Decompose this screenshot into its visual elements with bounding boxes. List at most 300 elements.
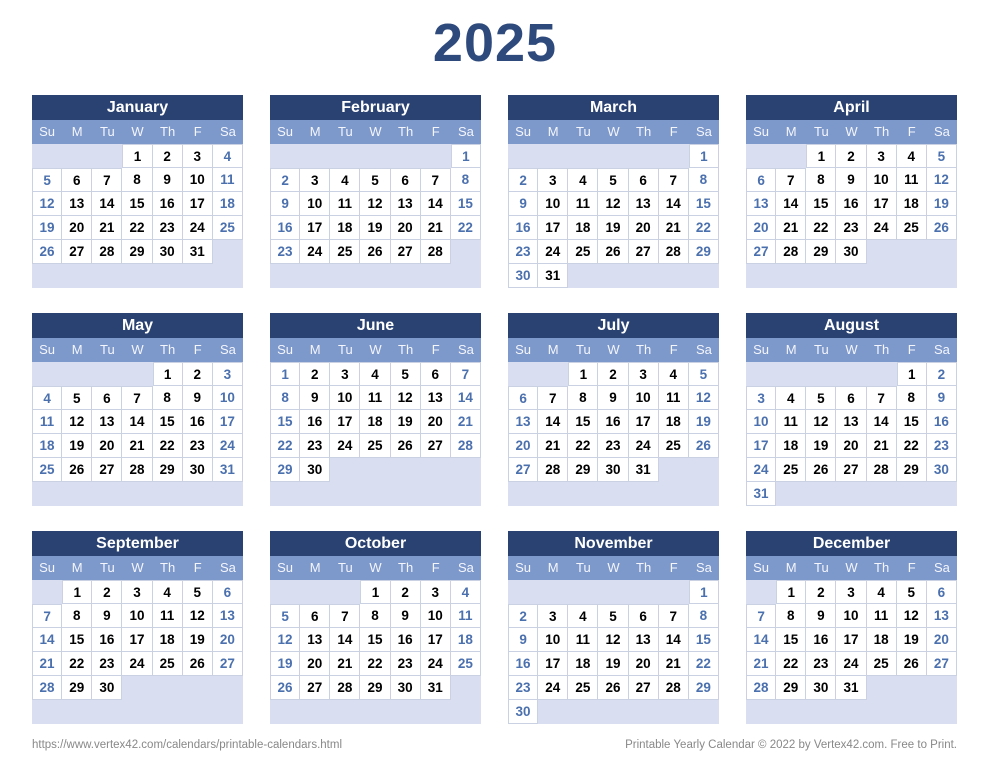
day-cell: 29 [270,458,300,482]
empty-cell [538,580,568,604]
weeks-grid [508,144,719,288]
day-cell: 31 [836,676,866,700]
dow-label: W [607,560,620,575]
empty-cell [360,144,390,168]
day-cell: 30 [508,264,538,288]
dow-label: Tu [814,124,829,139]
month-header [746,313,957,338]
day-cell: 29 [568,458,598,482]
empty-cell [32,482,62,506]
empty-cell [122,700,152,724]
empty-cell [300,700,330,724]
day-cell: 7 [659,604,689,628]
empty-cell [92,144,122,168]
day-cell: 25 [153,652,183,676]
empty-cell [629,144,659,168]
empty-cell [183,264,213,288]
day-cell: 13 [836,410,866,434]
dow-label: W [131,124,144,139]
empty-cell [568,580,598,604]
day-cell: 7 [659,168,689,192]
empty-cell [153,700,183,724]
dow-label: Tu [100,342,115,357]
dow-label: F [907,342,916,357]
dow-label: Su [39,560,56,575]
month-name: September [96,535,179,552]
day-cell: 10 [421,604,451,628]
empty-cell [538,700,568,724]
day-cell: 14 [538,410,568,434]
empty-cell [806,264,836,288]
dow-label: Th [874,124,890,139]
month-name: May [121,317,154,334]
empty-cell [451,700,481,724]
month-calendar [32,95,243,288]
day-cell: 13 [927,604,957,628]
day-cell: 11 [659,386,689,410]
empty-cell [689,458,719,482]
day-cell: 6 [300,604,330,628]
day-cell: 8 [806,168,836,192]
empty-cell [391,144,421,168]
empty-cell [568,700,598,724]
day-cell: 15 [897,410,927,434]
dow-label: Tu [576,560,591,575]
empty-cell [451,482,481,506]
day-cell: 12 [598,192,628,216]
dow-label: Su [277,124,294,139]
day-cell: 8 [270,386,300,410]
empty-cell [776,144,806,168]
day-cell: 16 [836,192,866,216]
weeks-grid [32,580,243,724]
day-cell: 21 [421,216,451,240]
dow-label: F [907,560,916,575]
dow-label: Sa [457,124,474,139]
day-cell: 1 [689,144,719,168]
empty-cell [927,240,957,264]
empty-cell [330,144,360,168]
empty-cell [746,362,776,386]
month-header [32,531,243,556]
empty-cell [927,482,957,506]
dow-label: Sa [457,560,474,575]
day-cell: 19 [598,216,628,240]
empty-cell [508,144,538,168]
day-cell: 21 [659,216,689,240]
day-cell: 6 [92,386,122,410]
day-cell: 13 [92,410,122,434]
day-cell: 8 [62,604,92,628]
day-of-week-row [270,338,481,362]
day-cell: 10 [836,604,866,628]
empty-cell [598,144,628,168]
empty-cell [836,264,866,288]
day-cell: 14 [746,628,776,652]
empty-cell [92,264,122,288]
day-cell: 6 [836,386,866,410]
day-cell: 21 [451,410,481,434]
month-header [32,95,243,120]
empty-cell [300,580,330,604]
empty-cell [32,700,62,724]
weeks-grid [270,144,481,288]
day-cell: 9 [153,168,183,192]
empty-cell [538,362,568,386]
day-cell: 27 [927,652,957,676]
dow-label: Su [39,342,56,357]
day-of-week-row [746,120,957,144]
day-cell: 13 [508,410,538,434]
month-header [32,313,243,338]
day-cell: 9 [508,192,538,216]
day-cell: 11 [568,192,598,216]
day-cell: 17 [538,216,568,240]
day-cell: 7 [330,604,360,628]
day-cell: 26 [806,458,836,482]
empty-cell [776,700,806,724]
dow-label: F [669,560,678,575]
month-name: November [574,535,653,552]
day-cell: 30 [391,676,421,700]
day-cell: 8 [897,386,927,410]
dow-label: M [309,124,321,139]
weeks-grid [270,362,481,506]
year-title: 2025 [432,13,558,73]
day-cell: 6 [927,580,957,604]
day-cell: 7 [122,386,152,410]
day-cell: 14 [330,628,360,652]
empty-cell [689,264,719,288]
dow-label: Su [39,124,56,139]
dow-label: Tu [814,342,829,357]
day-of-week-row [508,556,719,580]
day-cell: 1 [270,362,300,386]
empty-cell [508,482,538,506]
day-cell: 19 [360,216,390,240]
day-cell: 24 [122,652,152,676]
day-cell: 1 [776,580,806,604]
day-cell: 31 [183,240,213,264]
day-cell: 5 [270,604,300,628]
day-cell: 27 [508,458,538,482]
day-cell: 25 [330,240,360,264]
empty-cell [598,264,628,288]
day-cell: 6 [62,168,92,192]
day-cell: 17 [122,628,152,652]
empty-cell [927,264,957,288]
day-cell: 4 [867,580,897,604]
day-cell: 2 [92,580,122,604]
day-cell: 22 [897,434,927,458]
month-header [746,531,957,556]
day-cell: 17 [746,434,776,458]
day-cell: 9 [270,192,300,216]
empty-cell [836,700,866,724]
dow-label: W [845,124,858,139]
day-cell: 11 [776,410,806,434]
empty-cell [867,240,897,264]
day-cell: 15 [122,192,152,216]
day-cell: 28 [538,458,568,482]
day-cell: 13 [62,192,92,216]
empty-cell [62,482,92,506]
dow-label: W [131,560,144,575]
month-header [270,531,481,556]
day-cell: 25 [451,652,481,676]
day-cell: 26 [62,458,92,482]
day-cell: 29 [62,676,92,700]
month-name: June [356,317,395,334]
day-cell: 19 [62,434,92,458]
day-cell: 4 [897,144,927,168]
dow-label: Th [160,560,176,575]
day-cell: 25 [213,216,243,240]
month-name: March [589,99,638,116]
empty-cell [330,700,360,724]
day-cell: 18 [659,410,689,434]
months-grid [32,95,957,724]
day-of-week-row [270,556,481,580]
day-cell: 19 [598,652,628,676]
dow-label: Su [515,560,532,575]
dow-label: Th [160,124,176,139]
month-calendar [270,313,481,506]
dow-label: M [547,124,559,139]
dow-label: Th [874,560,890,575]
empty-cell [629,580,659,604]
dow-label: W [369,124,382,139]
empty-cell [538,144,568,168]
day-cell: 22 [689,652,719,676]
day-cell: 14 [659,192,689,216]
empty-cell [213,676,243,700]
day-cell: 28 [659,676,689,700]
day-cell: 7 [92,168,122,192]
day-cell: 6 [213,580,243,604]
day-cell: 12 [183,604,213,628]
dow-label: M [309,560,321,575]
day-cell: 21 [746,652,776,676]
day-cell: 20 [836,434,866,458]
dow-label: Th [874,342,890,357]
day-cell: 25 [360,434,390,458]
dow-label: Tu [576,124,591,139]
day-cell: 24 [183,216,213,240]
day-cell: 25 [568,676,598,700]
month-name: October [344,535,407,552]
day-cell: 4 [213,144,243,168]
day-cell: 8 [360,604,390,628]
day-cell: 23 [836,216,866,240]
day-cell: 2 [391,580,421,604]
day-cell: 12 [32,192,62,216]
day-cell: 3 [746,386,776,410]
dow-label: W [845,342,858,357]
empty-cell [330,458,360,482]
day-cell: 5 [360,168,390,192]
month-name: February [341,99,410,116]
day-cell: 5 [897,580,927,604]
empty-cell [659,700,689,724]
day-cell: 29 [897,458,927,482]
day-cell: 1 [689,580,719,604]
empty-cell [92,482,122,506]
day-cell: 3 [867,144,897,168]
day-cell: 20 [300,652,330,676]
day-cell: 20 [213,628,243,652]
day-cell: 26 [391,434,421,458]
day-cell: 12 [897,604,927,628]
day-cell: 28 [32,676,62,700]
day-cell: 23 [92,652,122,676]
day-cell: 22 [62,652,92,676]
empty-cell [62,700,92,724]
empty-cell [568,482,598,506]
day-cell: 18 [153,628,183,652]
day-cell: 8 [689,168,719,192]
day-cell: 20 [508,434,538,458]
day-cell: 14 [659,628,689,652]
empty-cell [598,700,628,724]
day-cell: 8 [568,386,598,410]
day-cell: 28 [330,676,360,700]
day-cell: 25 [32,458,62,482]
empty-cell [183,676,213,700]
month-name: July [597,317,630,334]
day-cell: 13 [629,628,659,652]
day-cell: 23 [508,240,538,264]
day-cell: 1 [451,144,481,168]
day-cell: 23 [806,652,836,676]
day-cell: 24 [746,458,776,482]
day-cell: 29 [689,240,719,264]
day-cell: 14 [451,386,481,410]
day-cell: 7 [451,362,481,386]
day-cell: 7 [746,604,776,628]
empty-cell [451,458,481,482]
dow-label: Th [636,560,652,575]
empty-cell [270,580,300,604]
dow-label: Su [753,342,770,357]
day-cell: 17 [213,410,243,434]
empty-cell [746,700,776,724]
day-cell: 21 [330,652,360,676]
empty-cell [421,264,451,288]
empty-cell [568,144,598,168]
empty-cell [659,264,689,288]
empty-cell [746,264,776,288]
empty-cell [897,700,927,724]
day-cell: 28 [776,240,806,264]
empty-cell [746,580,776,604]
day-cell: 22 [122,216,152,240]
empty-cell [451,264,481,288]
dow-label: F [431,124,440,139]
day-cell: 8 [153,386,183,410]
day-cell: 25 [867,652,897,676]
day-cell: 12 [806,410,836,434]
day-cell: 11 [330,192,360,216]
day-cell: 31 [746,482,776,506]
dow-label: Th [636,342,652,357]
dow-label: M [71,342,83,357]
empty-cell [867,264,897,288]
day-cell: 17 [300,216,330,240]
day-cell: 17 [538,652,568,676]
day-cell: 30 [183,458,213,482]
empty-cell [836,362,866,386]
weeks-grid [746,362,957,506]
day-cell: 10 [629,386,659,410]
day-cell: 6 [746,168,776,192]
dow-label: M [71,124,83,139]
day-cell: 2 [598,362,628,386]
empty-cell [391,482,421,506]
dow-label: M [309,342,321,357]
day-cell: 13 [629,192,659,216]
day-cell: 22 [153,434,183,458]
empty-cell [451,676,481,700]
day-cell: 16 [508,652,538,676]
day-cell: 30 [806,676,836,700]
day-cell: 10 [213,386,243,410]
day-cell: 1 [122,144,152,168]
day-cell: 12 [360,192,390,216]
empty-cell [330,482,360,506]
dow-label: M [547,342,559,357]
day-cell: 25 [897,216,927,240]
dow-label: Sa [695,342,712,357]
empty-cell [391,264,421,288]
day-cell: 10 [300,192,330,216]
day-cell: 17 [183,192,213,216]
day-cell: 23 [508,676,538,700]
day-cell: 16 [300,410,330,434]
empty-cell [270,144,300,168]
day-cell: 16 [153,192,183,216]
day-of-week-row [746,556,957,580]
day-cell: 20 [629,652,659,676]
dow-label: M [547,560,559,575]
day-cell: 7 [538,386,568,410]
day-cell: 29 [360,676,390,700]
day-cell: 9 [927,386,957,410]
empty-cell [451,240,481,264]
day-cell: 9 [300,386,330,410]
empty-cell [927,700,957,724]
day-cell: 6 [629,604,659,628]
day-cell: 19 [391,410,421,434]
empty-cell [776,362,806,386]
empty-cell [213,700,243,724]
dow-label: F [193,560,202,575]
day-cell: 21 [776,216,806,240]
dow-label: Su [277,560,294,575]
day-cell: 23 [270,240,300,264]
weeks-grid [746,144,957,288]
day-cell: 3 [629,362,659,386]
day-cell: 3 [421,580,451,604]
empty-cell [122,264,152,288]
empty-cell [508,580,538,604]
dow-label: F [669,342,678,357]
dow-label: W [369,342,382,357]
day-cell: 5 [689,362,719,386]
empty-cell [659,144,689,168]
day-cell: 6 [508,386,538,410]
day-cell: 30 [92,676,122,700]
